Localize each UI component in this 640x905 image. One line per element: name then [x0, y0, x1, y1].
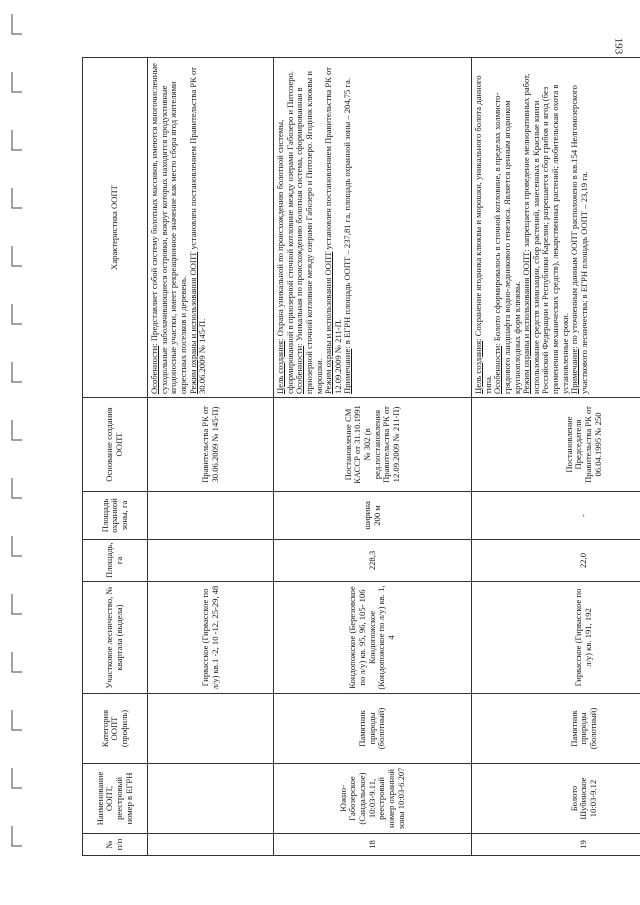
cell-area [148, 540, 274, 582]
header-forestry: Участковое лесничество, № квартала (выдела) [83, 582, 148, 694]
cell-category [148, 694, 274, 764]
cell-characteristic [472, 58, 640, 398]
cell-buffer: ширина 200 м [274, 492, 472, 540]
cell-area: 22,0 [472, 540, 640, 582]
header-characteristic: Характеристика ООПТ [83, 58, 148, 398]
header-num: № п/п [83, 834, 148, 856]
label-note: Примечание [569, 348, 580, 394]
label-regime: Режим охраны и использования ООПТ [521, 251, 532, 394]
cell-basis: Постановление СМ КАССР от 31.10.1991 № 302 (в ред.постановления Правительства РК от 12.09.2009 № 211-П) [274, 398, 472, 492]
text-regime: установлен постановлением Правительства РК от 30.06.2009 № 145-П. [187, 67, 208, 394]
text-regime: установлен постановлением Правительства РК от 12.09.2009 № 211-П. [323, 67, 343, 394]
cell-num [148, 834, 274, 856]
header-buffer: Площадь охранной зоны, га [83, 492, 148, 540]
cell-forestry: Гирвасское (Гирвасское по л/у) кв. 191, 192 [472, 582, 640, 694]
cell-category: Памятник природы (болотный) [274, 694, 472, 764]
header-name: Наименование ООПТ, реестровый номер в ЕГРН [83, 764, 148, 834]
oopt-table [82, 57, 640, 856]
cell-characteristic [148, 58, 274, 398]
cell-forestry: Гирвасское (Гирвасское по л/у) кв.1 -2, 10 -12, 25-29, 48 [148, 582, 274, 694]
table-row [148, 58, 274, 856]
cell-buffer [148, 492, 274, 540]
text-features: : Болото сформировалось в сточной котловине, в пределах холмисто-грядового ландшафта водно-ледникового генезиса. Является ценным ягодником крупноплодных форм клюквы. [492, 92, 522, 394]
table-row [472, 58, 640, 856]
cell-num: 18 [274, 834, 472, 856]
text-features: : Уникальная по происхождению болотная система, сформированная в приозерной сточной котловине между озерами Габозеро и Питозеро. Ягодник клюквы и морошки. [294, 71, 324, 394]
header-category: Категория ООПТ (профиль) [83, 694, 148, 764]
text-goal: : Сохранение ягодника клюквы и морошки, уникального болота данного типа. [473, 75, 493, 394]
page-number: 193 [611, 37, 624, 55]
cell-buffer: - [472, 492, 640, 540]
text-note: : в ЕГРН площадь ООПТ – 237,81 га, площадь охранной зоны – 204,75 га. [342, 78, 353, 349]
cell-forestry: Кондопожское (Березовское по л/у) кв. 95, 96, 105- 106 Кондопожское (Кондопожское по л/у) кв. 1, 4 [274, 582, 472, 694]
table-header-row [83, 58, 148, 856]
cell-name: Южно-Габозерское (Сандальское) 10:03-9.11, реестровый номер охранной зоны 10:03-6.207 [274, 764, 472, 834]
label-goal: Цель создания [275, 340, 285, 394]
cell-characteristic [274, 58, 472, 398]
label-regime: Режим охраны и использования ООПТ [323, 251, 334, 394]
label-features: Особенности [492, 345, 503, 394]
scan-bracket-marks [0, 0, 40, 905]
cell-area: 228,3 [274, 540, 472, 582]
text-features: : Представляет собой систему болотных массивов, имеются многочисленные суходольные заболачивающиеся островки, вокруг которых находятся продуктивные ягодоносные участки, имеет рекреационное значение как место сбора ягод жителями окрестных поселков и деревень. [149, 63, 188, 394]
cell-name: Болото Шубинское 10:03-9.12 [472, 764, 640, 834]
rotated-table-container [82, 58, 614, 856]
cell-basis: Постановление Председателя Правительства РК от 06.04.1995 № 250 [472, 398, 640, 492]
text-goal: : Охрана уникальной по происхождению болотной системы, сформированной в приозерной сточной котловине между озерами Габозеро и Питозеро. [275, 71, 295, 394]
label-features: Особенности [294, 345, 305, 394]
table-row [274, 58, 472, 856]
cell-basis: Правительства РК от 30.06.2009 № 145-П) [148, 398, 274, 492]
cell-category: Памятник природы (болотный) [472, 694, 640, 764]
header-area: Площадь, га [83, 540, 148, 582]
label-goal: Цель создания [473, 340, 483, 394]
text-note: : по уточненным данным ООПТ расположено в кв.154 Нелгомозерского участкового лесничества; в ЕГРН площадь ООПТ – 23,19 га. [569, 85, 589, 394]
text-regime: : запрещается проведение мелиоративных работ, использование средств химизации, сбор растений, занесенных в Красные книги Российской Федерации и Республики Карелия; разрешается сбор грибов и ягод (без применения механических средств), лекарственных растений; любительская охота в установленные сроки. [521, 73, 570, 394]
label-regime: Режим охраны и использования ООПТ [187, 251, 198, 394]
cell-num: 19 [472, 834, 640, 856]
label-note: Примечание [342, 348, 353, 394]
label-features: Особенности [149, 345, 159, 394]
cell-name [148, 764, 274, 834]
header-basis: Основание создания ООПТ [83, 398, 148, 492]
